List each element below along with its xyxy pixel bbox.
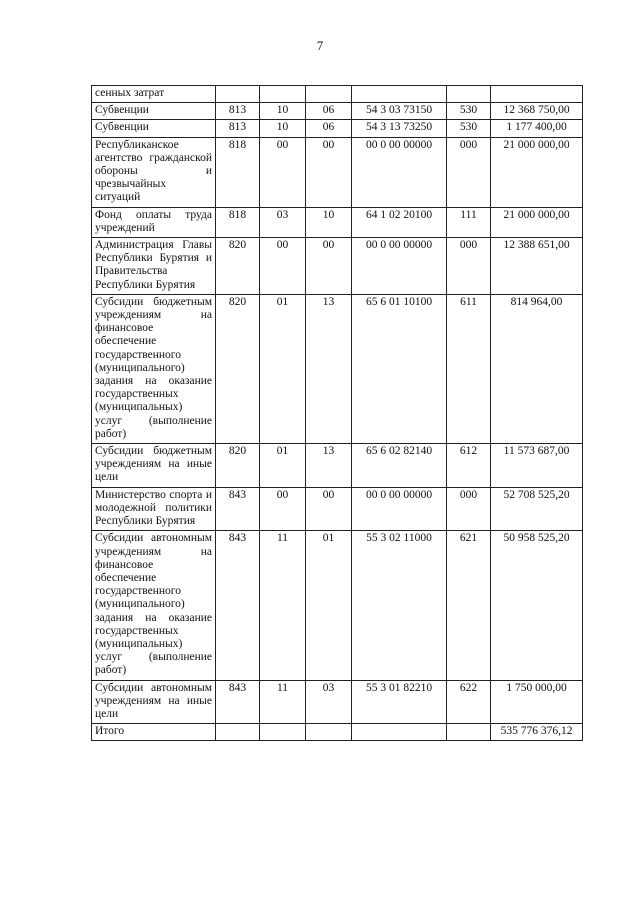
cell-target-article: 54 3 03 73150 [352,103,447,120]
cell-target-article: 65 6 01 10100 [352,294,447,443]
cell-expense-type: 000 [447,487,491,531]
cell-grbs [216,86,260,103]
cell-amount: 12 368 750,00 [491,103,583,120]
cell-name: Итого [92,724,216,741]
cell-amount: 535 776 376,12 [491,724,583,741]
cell-name: Субвенции [92,120,216,137]
cell-target-article: 00 0 00 00000 [352,137,447,207]
cell-grbs: 820 [216,444,260,488]
cell-name: Фонд оплаты труда учреждений [92,207,216,237]
table-row [92,294,583,443]
cell-subsection [306,724,352,741]
cell-section: 00 [260,137,306,207]
cell-name: Администрация Главы Республики Бурятия и Правительства Республики Бурятия [92,238,216,295]
cell-grbs: 818 [216,207,260,237]
cell-grbs: 813 [216,103,260,120]
table-row [92,137,583,207]
cell-name: Субсидии автономным учреждениям на иные цели [92,680,216,724]
cell-section: 00 [260,487,306,531]
cell-subsection: 10 [306,207,352,237]
cell-grbs: 843 [216,531,260,680]
budget-table [91,85,583,741]
cell-subsection: 13 [306,294,352,443]
cell-name: Республиканское агентство гражданской обороны и чрезвычайных ситуаций [92,137,216,207]
cell-section: 10 [260,120,306,137]
cell-subsection: 03 [306,680,352,724]
cell-grbs [216,724,260,741]
cell-subsection: 06 [306,103,352,120]
cell-expense-type: 621 [447,531,491,680]
table-row [92,238,583,295]
cell-amount: 21 000 000,00 [491,207,583,237]
cell-amount: 11 573 687,00 [491,444,583,488]
table-row [92,120,583,137]
cell-expense-type: 622 [447,680,491,724]
cell-subsection: 13 [306,444,352,488]
cell-amount: 52 708 525,20 [491,487,583,531]
cell-name: Субвенции [92,103,216,120]
cell-subsection: 00 [306,238,352,295]
cell-section: 03 [260,207,306,237]
cell-grbs: 820 [216,238,260,295]
cell-section [260,724,306,741]
cell-expense-type: 611 [447,294,491,443]
cell-name: сенных затрат [92,86,216,103]
cell-expense-type: 000 [447,238,491,295]
cell-section: 10 [260,103,306,120]
cell-grbs: 820 [216,294,260,443]
table-row [92,680,583,724]
page-number: 7 [316,38,324,53]
cell-amount: 50 958 525,20 [491,531,583,680]
cell-expense-type [447,724,491,741]
cell-target-article: 64 1 02 20100 [352,207,447,237]
cell-expense-type: 530 [447,103,491,120]
table-row [92,86,583,103]
table-row [92,444,583,488]
cell-amount: 814 964,00 [491,294,583,443]
cell-amount: 1 177 400,00 [491,120,583,137]
cell-amount [491,86,583,103]
cell-name: Субсидии бюджетным учреждениям на финансовое обеспечение государственного (муниципального) задания на оказание государственных (муниципальных) услуг (выполнение работ) [92,294,216,443]
cell-subsection: 06 [306,120,352,137]
cell-name: Субсидии автономным учреждениям на финансовое обеспечение государственного (муниципального) задания на оказание государственных (муниципальных) услуг (выполнение работ) [92,531,216,680]
cell-target-article: 55 3 01 82210 [352,680,447,724]
cell-amount: 1 750 000,00 [491,680,583,724]
cell-grbs: 843 [216,487,260,531]
cell-subsection: 00 [306,137,352,207]
cell-subsection: 00 [306,487,352,531]
table-row [92,724,583,741]
cell-subsection: 01 [306,531,352,680]
cell-section: 01 [260,294,306,443]
cell-target-article: 55 3 02 11000 [352,531,447,680]
cell-expense-type: 530 [447,120,491,137]
cell-name: Субсидии бюджетным учреждениям на иные цели [92,444,216,488]
table-row [92,207,583,237]
cell-section: 00 [260,238,306,295]
cell-grbs: 818 [216,137,260,207]
cell-expense-type: 612 [447,444,491,488]
cell-amount: 21 000 000,00 [491,137,583,207]
table-row [92,103,583,120]
cell-section [260,86,306,103]
table-row [92,487,583,531]
cell-subsection [306,86,352,103]
cell-target-article: 65 6 02 82140 [352,444,447,488]
cell-expense-type: 000 [447,137,491,207]
cell-grbs: 813 [216,120,260,137]
cell-expense-type: 111 [447,207,491,237]
cell-expense-type [447,86,491,103]
table-row [92,531,583,680]
cell-target-article: 00 0 00 00000 [352,487,447,531]
cell-target-article [352,86,447,103]
cell-target-article [352,724,447,741]
cell-section: 11 [260,680,306,724]
table-body [92,86,583,741]
cell-section: 01 [260,444,306,488]
cell-name: Министерство спорта и молодежной политики Республики Бурятия [92,487,216,531]
cell-target-article: 54 3 13 73250 [352,120,447,137]
cell-section: 11 [260,531,306,680]
cell-amount: 12 388 651,00 [491,238,583,295]
cell-target-article: 00 0 00 00000 [352,238,447,295]
cell-grbs: 843 [216,680,260,724]
